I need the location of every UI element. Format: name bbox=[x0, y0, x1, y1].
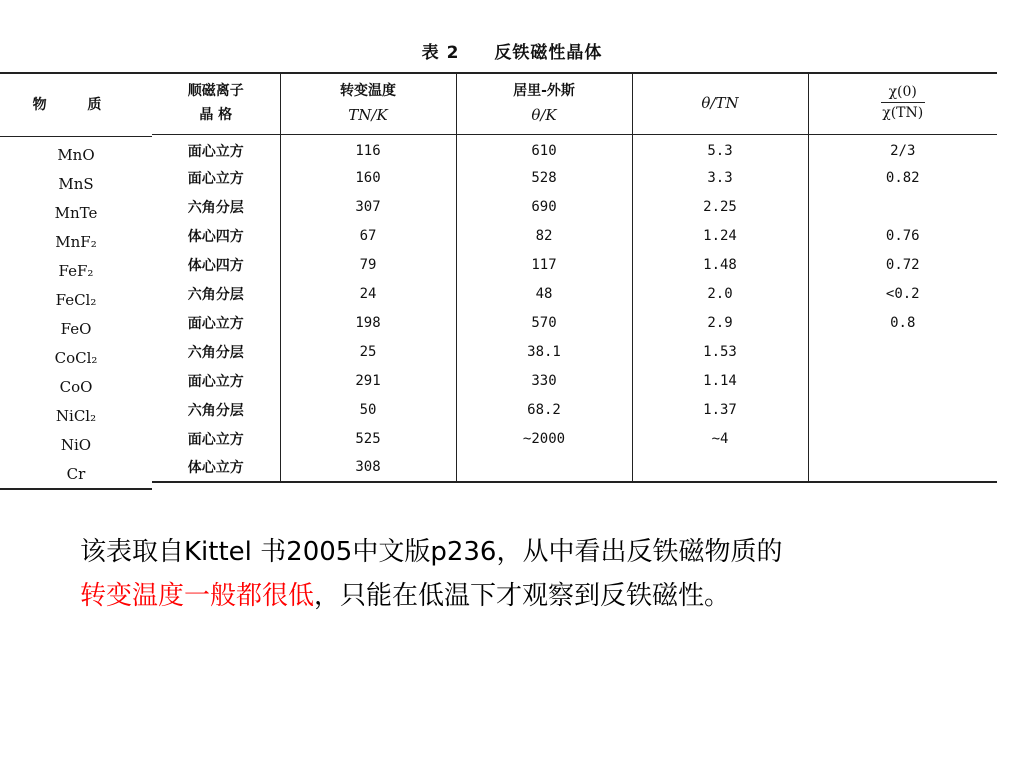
table-row bbox=[152, 366, 997, 395]
header-ratio: θ/TN bbox=[632, 72, 808, 134]
lattice-cell: 面心立方 bbox=[187, 431, 244, 448]
chi-ratio-cell: 0.72 bbox=[808, 250, 997, 279]
curie-weiss-cell: 48 bbox=[456, 279, 632, 308]
chi-ratio-cell bbox=[808, 337, 997, 366]
chi-ratio-cell bbox=[808, 192, 997, 221]
substance-cell: NiCl₂ bbox=[55, 407, 97, 425]
chi-ratio-cell bbox=[808, 366, 997, 395]
lattice-cell: 六角分层 bbox=[187, 199, 244, 216]
lattice-cell: 体心立方 bbox=[152, 453, 280, 482]
curie-weiss-cell: 610 bbox=[456, 134, 632, 163]
table-row bbox=[152, 221, 997, 250]
ratio-cell: 5.3 bbox=[632, 134, 808, 163]
table-row bbox=[152, 308, 997, 337]
substance-cell: MnO bbox=[57, 146, 95, 164]
header-lattice: 顺磁离子 晶 格 bbox=[152, 72, 280, 134]
table-row bbox=[152, 250, 997, 279]
chi-ratio-cell: <0.2 bbox=[808, 279, 997, 308]
chi-ratio-cell bbox=[808, 424, 997, 453]
ratio-cell: 2.9 bbox=[632, 308, 808, 337]
ratio-cell bbox=[632, 453, 808, 482]
ratio-cell: 1.24 bbox=[632, 221, 808, 250]
table-row bbox=[152, 134, 997, 163]
lattice-cell: 六角分层 bbox=[187, 344, 244, 361]
transition-temp-cell: 24 bbox=[280, 279, 456, 308]
curie-weiss-cell bbox=[456, 453, 632, 482]
transition-temp-cell: 198 bbox=[280, 308, 456, 337]
ratio-cell: ~4 bbox=[632, 424, 808, 453]
header-chi-ratio bbox=[808, 72, 997, 134]
table-title-text: 反铁磁性晶体 bbox=[494, 43, 603, 63]
transition-temp-cell: 307 bbox=[280, 192, 456, 221]
chi-ratio-cell: 0.76 bbox=[808, 221, 997, 250]
chi-ratio-cell: 0.82 bbox=[808, 163, 997, 192]
curie-weiss-cell: 330 bbox=[456, 366, 632, 395]
ratio-cell: 1.48 bbox=[632, 250, 808, 279]
lattice-cell: 面心立方 bbox=[187, 143, 244, 160]
chi-numerator: χ(0) bbox=[881, 83, 925, 103]
chi-ratio-cell bbox=[808, 395, 997, 424]
table-row bbox=[152, 163, 997, 192]
substance-cell: CoO bbox=[59, 378, 93, 396]
substance-cell: Cr bbox=[0, 460, 152, 490]
substance-cell: FeO bbox=[60, 320, 92, 338]
chi-denominator: χ(TN) bbox=[882, 105, 924, 122]
table-row bbox=[152, 424, 997, 453]
table-row bbox=[152, 337, 997, 366]
caption-text-2: 反铁磁物质的 bbox=[626, 537, 783, 567]
lattice-cell: 面心立方 bbox=[187, 373, 244, 390]
transition-temp-cell: 25 bbox=[280, 337, 456, 366]
substance-cell: MnF₂ bbox=[55, 233, 97, 251]
curie-weiss-cell: 528 bbox=[456, 163, 632, 192]
chi-ratio-cell: 2/3 bbox=[808, 134, 997, 163]
curie-weiss-cell: 117 bbox=[456, 250, 632, 279]
slide-caption bbox=[80, 530, 980, 618]
transition-temp-cell: 79 bbox=[280, 250, 456, 279]
lattice-cell: 体心四方 bbox=[187, 257, 244, 274]
table-row bbox=[152, 453, 997, 482]
substance-cell: FeCl₂ bbox=[55, 291, 97, 309]
transition-temp-cell: 116 bbox=[280, 134, 456, 163]
substance-cell: FeF₂ bbox=[58, 262, 94, 280]
curie-weiss-cell: 38.1 bbox=[456, 337, 632, 366]
curie-weiss-cell: 570 bbox=[456, 308, 632, 337]
caption-highlight: 转变温度一般都很低 bbox=[80, 581, 315, 611]
table-header-row bbox=[152, 72, 997, 134]
ratio-cell: 1.53 bbox=[632, 337, 808, 366]
chi-ratio-cell: 0.8 bbox=[808, 308, 997, 337]
substance-cell: NiO bbox=[60, 436, 92, 454]
chi-ratio-cell bbox=[808, 453, 997, 482]
caption-text-1: 该表取自Kittel 书2005中文版p236，从中看出 bbox=[80, 537, 627, 567]
transition-temp-cell: 308 bbox=[280, 453, 456, 482]
lattice-cell: 体心四方 bbox=[187, 228, 244, 245]
lattice-cell: 面心立方 bbox=[187, 315, 244, 332]
lattice-cell: 六角分层 bbox=[187, 402, 244, 419]
antiferromagnetic-table bbox=[152, 72, 997, 483]
ratio-cell: 2.0 bbox=[632, 279, 808, 308]
table-row bbox=[152, 192, 997, 221]
header-substance: 物 质 bbox=[0, 72, 152, 137]
transition-temp-cell: 160 bbox=[280, 163, 456, 192]
curie-weiss-cell: 82 bbox=[456, 221, 632, 250]
ratio-cell: 3.3 bbox=[632, 163, 808, 192]
header-transition-temp: 转变温度 TN/K bbox=[280, 72, 456, 134]
curie-weiss-cell: 690 bbox=[456, 192, 632, 221]
table-row bbox=[152, 279, 997, 308]
table-number: 表 2 bbox=[421, 43, 460, 63]
substance-column bbox=[0, 72, 152, 490]
lattice-cell: 六角分层 bbox=[187, 286, 244, 303]
lattice-cell: 面心立方 bbox=[187, 170, 244, 187]
substance-cell: CoCl₂ bbox=[54, 349, 98, 367]
caption-text-4: ，只能在低温下才观察到反铁磁性。 bbox=[314, 581, 731, 611]
ratio-cell: 1.14 bbox=[632, 366, 808, 395]
curie-weiss-cell: 68.2 bbox=[456, 395, 632, 424]
ratio-cell: 1.37 bbox=[632, 395, 808, 424]
transition-temp-cell: 291 bbox=[280, 366, 456, 395]
header-curie-weiss: 居里-外斯 θ/K bbox=[456, 72, 632, 134]
transition-temp-cell: 525 bbox=[280, 424, 456, 453]
transition-temp-cell: 67 bbox=[280, 221, 456, 250]
substance-cell: MnTe bbox=[54, 204, 98, 222]
table-title bbox=[0, 38, 1024, 63]
table-row bbox=[152, 395, 997, 424]
substance-cell: MnS bbox=[58, 175, 94, 193]
transition-temp-cell: 50 bbox=[280, 395, 456, 424]
curie-weiss-cell: ~2000 bbox=[456, 424, 632, 453]
ratio-cell: 2.25 bbox=[632, 192, 808, 221]
